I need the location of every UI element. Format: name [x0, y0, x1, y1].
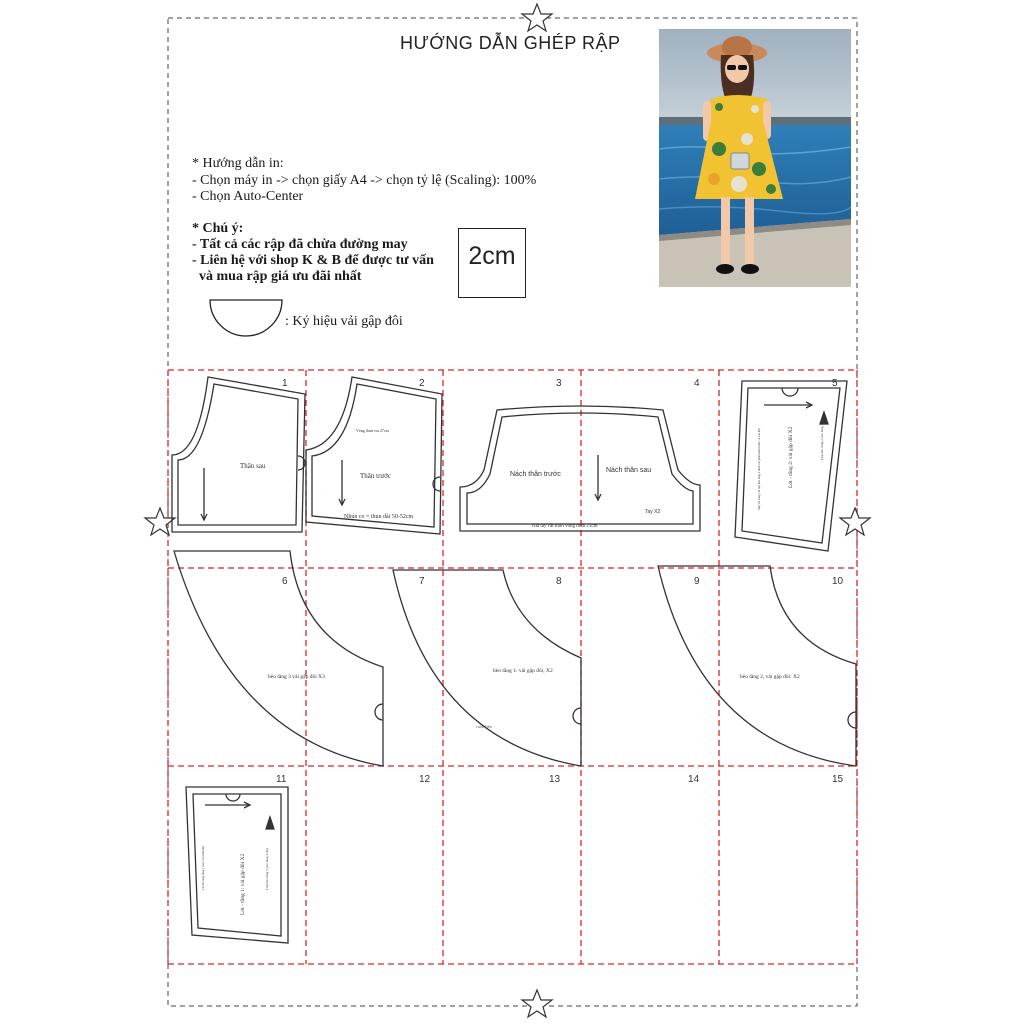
- label-lot-tang1-left: Lót bổ sung tầng 1 may vào thân đây: [201, 845, 205, 890]
- pattern-piece-than-sau: [172, 377, 305, 532]
- pattern-piece-beo-tang2: [658, 566, 856, 766]
- page-number: 3: [556, 378, 562, 389]
- label-beo-tang3: bèo tầng 3 vải gập đôi X3: [268, 674, 325, 680]
- page-number: 5: [832, 378, 838, 389]
- page-number: 8: [556, 576, 562, 587]
- page-number: 7: [419, 576, 425, 587]
- star-icon: [840, 508, 870, 535]
- label-beo-tang1-small: cuốn biên: [476, 724, 492, 729]
- notes-line2: - Liên hệ với shop K & B để được tư vấn: [192, 253, 434, 268]
- label-lot-tang1-side: Lắp bèo tầng 1 vào tầng 2 đây: [265, 847, 269, 890]
- scale-reference-box: [458, 228, 526, 298]
- label-beo-tang1: bèo tầng 1: vải gập đôi, X2: [493, 668, 553, 674]
- label-lot-tang2: Lót - tầng 2: vải gập đôi X2: [788, 426, 794, 488]
- scale-label: 2cm: [468, 242, 516, 270]
- notes-line3: và mua rập giá ưu đãi nhất: [192, 269, 362, 284]
- pattern-piece-beo-tang3: [174, 551, 383, 766]
- star-icon: [145, 508, 175, 535]
- note-than-truoc-bottom: Nhún co = thun dài 50-52cm: [344, 514, 414, 520]
- label-nach-than-truoc: Nách thân trước: [510, 471, 561, 478]
- page-number: 1: [282, 378, 288, 389]
- star-icon: [522, 990, 552, 1017]
- page-number: 9: [694, 576, 700, 587]
- page-number: 14: [688, 774, 700, 785]
- print-guide-step1: - Chọn máy in -> chọn giấy A4 -> chọn tỷ lệ (Scaling): 100%: [192, 173, 537, 188]
- pattern-piece-than-truoc: [306, 377, 442, 534]
- label-beo-tang2: bèo tầng 2, vải gập đôi: X2: [740, 674, 800, 680]
- note-sleeve: cửa tay cắt thun vòng thun 21cm: [532, 524, 598, 529]
- fold-symbol-icon: [210, 300, 282, 336]
- label-lot-tang2-side: Lắp bèo tầng 2 vào tầng 1 đây: [820, 417, 824, 460]
- notes-line1: - Tất cả các rập đã chừa đường may: [192, 237, 408, 252]
- label-lot-tang1: Lót - tầng 1: vải gập đôi X2: [240, 853, 246, 915]
- label-lot-tang2-left: May bổ sung với lớp bèo tầng 2 dính với phần thân trước và sau đây: [757, 427, 761, 510]
- notes-title: * Chú ý:: [192, 221, 244, 236]
- page-number: 4: [694, 378, 700, 389]
- label-than-sau: Thân sau: [240, 462, 266, 470]
- fold-symbol-label: : Ký hiệu vải gập đôi: [285, 314, 403, 329]
- page-number: 10: [832, 576, 844, 587]
- star-icon: [522, 4, 552, 31]
- child-in-floral-dress-photo: [659, 29, 851, 287]
- page-number: 2: [419, 378, 425, 389]
- pattern-piece-sleeve: [460, 406, 700, 531]
- print-guide-step2: - Chọn Auto-Center: [192, 189, 304, 204]
- print-guide-title: * Hướng dẫn in:: [192, 156, 284, 171]
- page-number: 11: [276, 774, 287, 785]
- page-title: HƯỚNG DẪN GHÉP RẬP: [400, 33, 621, 53]
- page-number: 13: [549, 774, 561, 785]
- pattern-piece-beo-tang1: [393, 570, 581, 766]
- label-nach-than-sau: Nách thân sau: [606, 467, 652, 474]
- label-tay-x2: Tay X2: [645, 509, 661, 515]
- page-number: 15: [832, 774, 844, 785]
- page-number: 6: [282, 576, 288, 587]
- note-than-truoc-top: Vòng thun vai 27cm: [356, 428, 389, 433]
- page-number: 12: [419, 774, 431, 785]
- label-than-truoc: Thân trước: [360, 472, 392, 480]
- page-grid: [168, 370, 857, 964]
